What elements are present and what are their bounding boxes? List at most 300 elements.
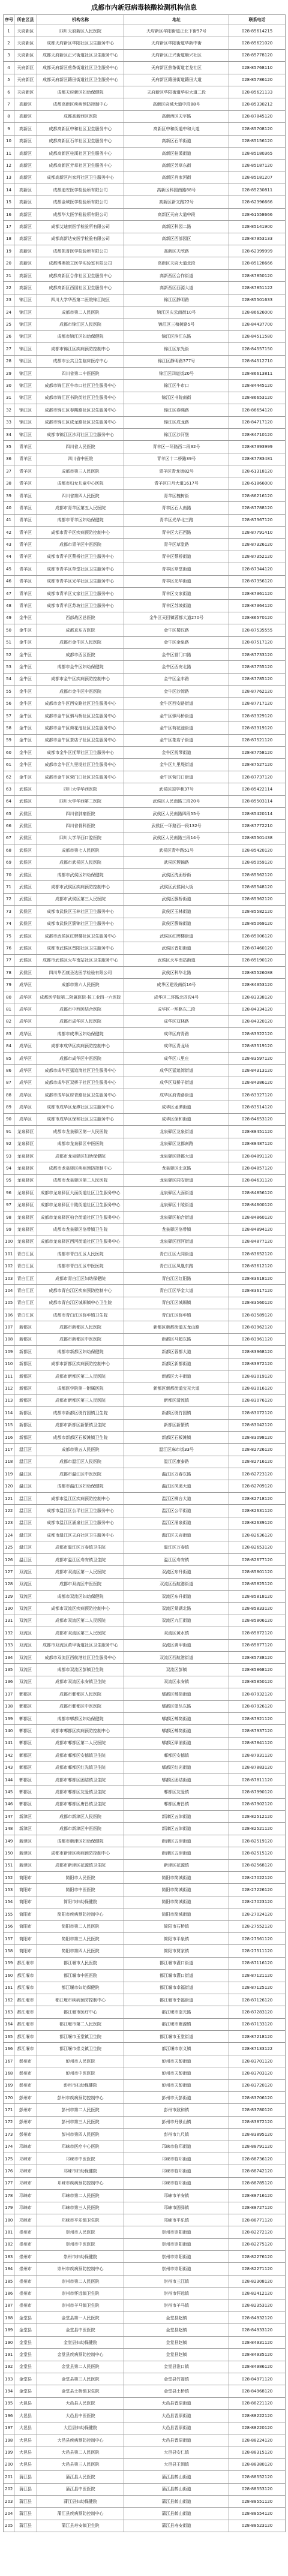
table-row — [4, 2177, 286, 2189]
phone-cell: 028-62396666 — [229, 196, 286, 208]
index-cell: 18 — [4, 233, 14, 245]
address-cell: 双流区东升街道 — [124, 1591, 229, 1603]
address-cell: 新都区马超东路 — [124, 1333, 229, 1345]
district-cell: 金牛区 — [14, 771, 37, 783]
district-cell: 彭州市 — [14, 2067, 37, 2079]
table-row — [4, 184, 286, 196]
index-cell: 117 — [4, 1444, 14, 1456]
address-cell: 大邑县晋原街道 — [124, 2422, 229, 2434]
table-row — [4, 1871, 286, 1883]
district-cell: 锦江区 — [14, 416, 37, 428]
address-cell: 青羊区槐树街 — [124, 489, 229, 501]
phone-cell: 028-87932120 — [229, 1688, 286, 1700]
index-cell: 132 — [4, 1627, 14, 1639]
address-cell: 蒲江县鹤山街道 — [124, 2471, 229, 2483]
table-row — [4, 1664, 286, 1676]
district-cell: 都江堰市 — [14, 2043, 37, 2055]
district-cell: 邛崃市 — [14, 2165, 37, 2177]
phone-cell: 028-88222120 — [229, 2410, 286, 2422]
district-cell: 都江堰市 — [14, 1957, 37, 1969]
table-row — [4, 759, 286, 771]
table-row — [4, 2458, 286, 2470]
page-title: 成都市内新冠病毒核酸检测机构信息 — [91, 4, 197, 11]
district-cell: 温江区 — [14, 1529, 37, 1541]
index-cell: 46 — [4, 575, 14, 587]
district-cell: 蒲江县 — [14, 2471, 37, 2483]
table-row — [4, 1272, 286, 1284]
table-row — [4, 1040, 286, 1052]
index-cell: 15 — [4, 196, 14, 208]
address-cell: 新都区新都街道宝光大道 — [124, 1382, 229, 1394]
institution-name-cell: 崇州市疾病预防控制中心 — [37, 2263, 124, 2275]
phone-cell: 028-83338120 — [229, 991, 286, 1003]
address-cell: 郫都区红光街道 — [124, 1762, 229, 1774]
address-cell: 双流区西航港街道 — [124, 1651, 229, 1663]
institution-name-cell: 成都市武侯区玉林社区卫生服务中心 — [37, 906, 124, 918]
address-cell: 高新区桂溪街道 — [124, 147, 229, 159]
phone-cell: 028-84877120 — [229, 1236, 286, 1248]
district-cell: 崇州市 — [14, 2238, 37, 2250]
district-cell: 彭州市 — [14, 2116, 37, 2128]
table-row — [4, 1651, 286, 1663]
address-cell: 邛崃市羊安镇 — [124, 2190, 229, 2202]
institution-name-cell: 成都市成华区双桥子社区卫生服务中心 — [37, 1077, 124, 1089]
institution-name-cell: 崇州市羊马镇卫生院 — [37, 2300, 124, 2312]
institution-name-cell: 邛崃市疾病预防控制中心 — [37, 2177, 124, 2189]
institution-name-cell: 成都市武侯区疾病预防控制中心 — [37, 881, 124, 893]
phone-cell: 028-82716120 — [229, 1456, 286, 1468]
index-cell: 127 — [4, 1566, 14, 1578]
table-row — [4, 2336, 286, 2348]
index-cell: 21 — [4, 269, 14, 281]
table-row — [4, 160, 286, 172]
address-cell: 温江区寿安镇 — [124, 1553, 229, 1565]
institution-name-cell: 成都市成华区猛追湾社区卫生服务中心 — [37, 1065, 124, 1077]
institution-name-cell: 成都高新区芳草社区卫生服务中心 — [37, 160, 124, 172]
address-cell: 青羊区苏坡街道 — [124, 600, 229, 612]
address-cell: 高新区西部园区 — [124, 233, 229, 245]
phone-cell: 028-82568120 — [229, 1859, 286, 1871]
institution-name-cell: 成都市武侯区红牌楼社区卫生服务中心 — [37, 930, 124, 942]
index-cell: 16 — [4, 208, 14, 220]
phone-cell: 028-83617120 — [229, 1285, 286, 1297]
table-body — [4, 25, 286, 2532]
district-cell: 新津区 — [14, 1847, 37, 1859]
district-cell: 青羊区 — [14, 539, 37, 551]
phone-cell: 028-82636120 — [229, 1529, 286, 1541]
table-row — [4, 527, 286, 539]
table-row — [4, 1847, 286, 1859]
phone-cell: 028-83519120 — [229, 1040, 286, 1052]
address-cell: 新都区石板滩镇 — [124, 1431, 229, 1443]
institution-name-cell: 成都市第六人民医院 — [37, 979, 124, 991]
institution-name-cell: 邛崃市妇幼保健院 — [37, 2165, 124, 2177]
district-cell: 锦江区 — [14, 318, 37, 330]
index-cell: 68 — [4, 844, 14, 856]
phone-cell: 028-27561120 — [229, 1932, 286, 1944]
index-cell: 3 — [4, 49, 14, 61]
table-row — [4, 86, 286, 98]
address-cell: 成华区府青路街道 — [124, 1089, 229, 1101]
district-cell: 双流区 — [14, 1603, 37, 1615]
table-row — [4, 2422, 286, 2434]
index-cell: 33 — [4, 416, 14, 428]
table-row — [4, 1945, 286, 1957]
institution-name-cell: 蒲江县疾病预防控制中心 — [37, 2508, 124, 2520]
phone-cell: 028-83327120 — [229, 1089, 286, 1101]
table-row — [4, 1382, 286, 1394]
table-row — [4, 2165, 286, 2177]
phone-cell: 028-87344120 — [229, 563, 286, 575]
district-cell: 龙泉驿区 — [14, 1236, 37, 1248]
institution-name-cell: 成都市龙泉驿区大面街道社区卫生服务中心 — [37, 1187, 124, 1199]
index-cell: 71 — [4, 881, 14, 893]
table-row — [4, 783, 286, 795]
institution-name-cell: 成都市温江区万春镇卫生院 — [37, 1541, 124, 1553]
district-cell: 成华区 — [14, 1089, 37, 1101]
address-cell: 彭州市丹景山镇 — [124, 2116, 229, 2128]
table-row — [4, 991, 286, 1003]
institution-name-cell: 成都市武侯区火车南站社区卫生服务中心 — [37, 954, 124, 966]
index-cell: 199 — [4, 2446, 14, 2458]
table-row — [4, 1456, 286, 1468]
institution-name-cell: 成都市金牛区西安路社区卫生服务中心 — [37, 698, 124, 710]
district-cell: 成华区 — [14, 1003, 37, 1015]
phone-cell: 028-88785120 — [229, 2177, 286, 2189]
phone-cell: 028-85420120 — [229, 844, 286, 856]
institution-name-cell: 成都市新津区妇幼保健院 — [37, 1835, 124, 1847]
phone-cell: 028-82271120 — [229, 2263, 286, 2275]
address-cell: 成华区双桥子街道 — [124, 1077, 229, 1089]
district-cell: 大邑县 — [14, 2458, 37, 2470]
institution-name-cell: 四川天府新区人民医院 — [37, 25, 124, 37]
institution-name-cell: 成都高新区疾病预防控制中心 — [37, 98, 124, 110]
index-cell: 79 — [4, 979, 14, 991]
address-cell: 金牛区西安路街道 — [124, 698, 229, 710]
address-cell: 金牛区金丰路 — [124, 673, 229, 685]
address-cell: 蒲江县寿安街道 — [124, 2520, 229, 2532]
institution-name-cell: 成都天府新区正兴街道社区卫生服务中心 — [37, 49, 124, 61]
institution-name-cell: 成都市锦江区牛市口社区卫生服务中心 — [37, 380, 124, 392]
institution-name-cell: 成都市双流区永安镇卫生院 — [37, 1676, 124, 1688]
district-cell: 都江堰市 — [14, 1982, 37, 1994]
institution-name-cell: 成都市第七人民医院 — [37, 844, 124, 856]
address-cell: 龙泉驿区龙都南路 — [124, 1138, 229, 1150]
address-cell: 龙泉驿区柏合街道 — [124, 1211, 229, 1223]
phone-cell: 028-83042120 — [229, 1419, 286, 1431]
phone-cell: 028-85501438 — [229, 832, 286, 844]
institution-name-cell: 成都市新都区第二人民医院 — [37, 1370, 124, 1382]
table-row — [4, 1260, 286, 1272]
index-cell: 198 — [4, 2434, 14, 2446]
table-row — [4, 1211, 286, 1223]
index-cell: 11 — [4, 147, 14, 159]
phone-cell: 028-85230811 — [229, 184, 286, 196]
address-cell: 金堂县土桥镇 — [124, 2385, 229, 2397]
table-row — [4, 2214, 286, 2226]
district-cell: 简阳市 — [14, 1871, 37, 1883]
header-district: 所在区县 — [14, 15, 37, 25]
institution-name-cell: 成都市温江区人民医院 — [37, 1456, 124, 1468]
district-cell: 金牛区 — [14, 612, 37, 624]
table-row — [4, 1358, 286, 1370]
table-row — [4, 1750, 286, 1762]
phone-cell: 028-82677120 — [229, 1553, 286, 1565]
phone-cell: 028-85069120 — [229, 918, 286, 930]
phone-cell: 028-88487120 — [229, 1138, 286, 1150]
district-cell: 金堂县 — [14, 2324, 37, 2336]
phone-cell: 028-88553120 — [229, 2483, 286, 2495]
index-cell: 104 — [4, 1285, 14, 1297]
institution-name-cell: 成都博奥独立医学实验室有限公司 — [37, 257, 124, 269]
institution-name-cell: 邛崃市平乐镇卫生院 — [37, 2214, 124, 2226]
phone-cell: 028-88221120 — [229, 2397, 286, 2409]
address-cell: 新津区五津街道 — [124, 1835, 229, 1847]
district-cell: 彭州市 — [14, 2092, 37, 2104]
district-cell: 新都区 — [14, 1321, 37, 1333]
phone-cell: 028-83720120 — [229, 2079, 286, 2091]
institution-name-cell: 成都市新津区中医医院 — [37, 1823, 124, 1835]
phone-cell: 028-85548120 — [229, 881, 286, 893]
institution-name-cell: 简阳市第二人民医院 — [37, 1920, 124, 1932]
district-cell: 蒲江县 — [14, 2495, 37, 2507]
index-cell: 135 — [4, 1664, 14, 1676]
phone-cell: 028-87352120 — [229, 551, 286, 563]
address-cell: 青羊区一环路西二段32号 — [124, 441, 229, 453]
district-cell: 青白江区 — [14, 1248, 37, 1260]
address-cell: 双流区棠湖北路 — [124, 1603, 229, 1615]
district-cell: 郫都区 — [14, 1737, 37, 1749]
address-cell: 武侯区红牌楼街道 — [124, 930, 229, 942]
address-cell: 天府新区华阳街道华新中街 — [124, 37, 229, 49]
index-cell: 151 — [4, 1859, 14, 1871]
index-cell: 153 — [4, 1884, 14, 1896]
district-cell: 简阳市 — [14, 1908, 37, 1920]
table-row — [4, 881, 286, 893]
institution-name-cell: 简阳市第四人民医院 — [37, 1945, 124, 1957]
address-cell: 青羊区光华北三路 — [124, 514, 229, 526]
institution-name-cell: 成都市温江区寿安镇卫生院 — [37, 1553, 124, 1565]
institution-name-cell: 成都市新都区妇幼保健院 — [37, 1346, 124, 1358]
phone-cell: 028-61558666 — [229, 208, 286, 220]
address-cell: 金牛区抚琴街道 — [124, 747, 229, 759]
table-row — [4, 820, 286, 832]
address-cell: 青羊区石人南路 — [124, 502, 229, 514]
index-cell: 10 — [4, 135, 14, 147]
phone-cell: 028-87733120 — [229, 648, 286, 660]
district-cell: 都江堰市 — [14, 2031, 37, 2043]
district-cell: 郫都区 — [14, 1712, 37, 1724]
address-cell: 金牛区沙湾路 — [124, 686, 229, 698]
institution-name-cell: 成都市锦江区疾病预防控制中心 — [37, 343, 124, 355]
district-cell: 简阳市 — [14, 1945, 37, 1957]
table-row — [4, 1174, 286, 1186]
address-cell: 龙泉驿区大面街道 — [124, 1187, 229, 1199]
table-row — [4, 1762, 286, 1774]
phone-cell: 028-87772210 — [229, 820, 286, 832]
table-row — [4, 1835, 286, 1847]
table-row — [4, 453, 286, 465]
address-cell: 邛崃市临邛街道 — [124, 2165, 229, 2177]
institution-name-cell: 四川华西康圣达医学检验有限公司 — [37, 967, 124, 979]
phone-cell: 028-87133120 — [229, 2018, 286, 2030]
address-cell: 武侯区人民南路三段20号 — [124, 795, 229, 807]
address-cell: 金牛区驷马桥街道 — [124, 710, 229, 722]
phone-cell: 028-27226120 — [229, 1884, 286, 1896]
institution-name-cell: 成都市新都区疾病预防控制中心 — [37, 1358, 124, 1370]
phone-cell: 028-84437700 — [229, 318, 286, 330]
table-row — [4, 795, 286, 807]
institution-name-cell: 成都医学院第二附属医院·核工业四一六医院 — [37, 991, 124, 1003]
address-cell: 锦江区三槐树路5号 — [124, 318, 229, 330]
index-cell: 182 — [4, 2238, 14, 2250]
table-row — [4, 98, 286, 110]
district-cell: 彭州市 — [14, 2055, 37, 2067]
institution-name-cell: 成都市金牛区营门口社区卫生服务中心 — [37, 771, 124, 783]
phone-cell: 028-87717120 — [229, 698, 286, 710]
district-cell: 郫都区 — [14, 1786, 37, 1798]
institution-name-cell: 成都市武侯区晋阳社区卫生服务中心 — [37, 942, 124, 954]
district-cell: 双流区 — [14, 1566, 37, 1578]
index-cell: 59 — [4, 734, 14, 746]
institution-name-cell: 成都市郫都区唐昌镇卫生院 — [37, 1798, 124, 1810]
table-row — [4, 1982, 286, 1994]
table-row — [4, 392, 286, 404]
district-cell: 温江区 — [14, 1492, 37, 1504]
address-cell: 高新区天府大道北段 — [124, 257, 229, 269]
phone-cell: 028-84334120 — [229, 1003, 286, 1015]
table-row — [4, 2410, 286, 2422]
district-cell: 成华区 — [14, 1028, 37, 1040]
institution-name-cell: 成都市金牛区抚琴社区卫生服务中心 — [37, 747, 124, 759]
index-cell: 84 — [4, 1040, 14, 1052]
phone-cell: 028-83597120 — [229, 1052, 286, 1064]
table-row — [4, 2251, 286, 2263]
address-cell: 青羊区光华街道 — [124, 575, 229, 587]
district-cell: 大邑县 — [14, 2446, 37, 2458]
index-cell: 49 — [4, 612, 14, 624]
address-cell: 蒲江县鹤山街道 — [124, 2495, 229, 2507]
district-cell: 高新区 — [14, 172, 37, 184]
address-cell: 双流区黄水镇 — [124, 1627, 229, 1639]
table-row — [4, 1394, 286, 1406]
address-cell: 武侯区人民南路三段14号 — [124, 832, 229, 844]
index-cell: 91 — [4, 1126, 14, 1138]
institution-name-cell: 成都市温江区疾病预防控制中心 — [37, 1492, 124, 1504]
table-row — [4, 771, 286, 783]
phone-cell: 028-87460120 — [229, 942, 286, 954]
phone-cell: 028-84935120 — [229, 2349, 286, 2361]
institution-name-cell: 成都医学院第一附属医院 — [37, 1382, 124, 1394]
phone-cell: 028-85128666 — [229, 257, 286, 269]
table-row — [4, 686, 286, 698]
table-row — [4, 1101, 286, 1113]
index-cell: 120 — [4, 1480, 14, 1492]
table-row — [4, 856, 286, 868]
index-cell: 143 — [4, 1762, 14, 1774]
phone-cell: 028-82631120 — [229, 1505, 286, 1517]
district-cell: 邛崃市 — [14, 2214, 37, 2226]
address-cell: 新都区蓉都大道 — [124, 1346, 229, 1358]
institution-name-cell: 成都市金牛区茶店子社区卫生服务中心 — [37, 734, 124, 746]
phone-cell: 028-84313120 — [229, 1065, 286, 1077]
address-cell: 高新区科园南路88号 — [124, 184, 229, 196]
index-cell: 204 — [4, 2508, 14, 2520]
institution-name-cell: 成都市金牛区人民医院 — [37, 636, 124, 648]
index-cell: 70 — [4, 868, 14, 880]
address-cell: 彭州市天彭街道 — [124, 2092, 229, 2104]
district-cell: 新都区 — [14, 1346, 37, 1358]
district-cell: 双流区 — [14, 1578, 37, 1590]
institution-name-cell: 崇州市妇幼保健院 — [37, 2251, 124, 2263]
index-cell: 12 — [4, 160, 14, 172]
institution-name-cell: 金堂县妇幼保健院 — [37, 2336, 124, 2348]
phone-cell: 028-87535555 — [229, 624, 286, 636]
address-cell: 锦江区滨江东路 — [124, 330, 229, 342]
phone-cell: 028-82275120 — [229, 2238, 286, 2250]
index-cell: 183 — [4, 2251, 14, 2263]
institution-name-cell: 简阳市人民医院 — [37, 1871, 124, 1883]
table-row — [4, 1150, 286, 1162]
index-cell: 44 — [4, 551, 14, 563]
institution-name-cell: 成都市双流区中医医院 — [37, 1578, 124, 1590]
phone-cell: 028-83961120 — [229, 1333, 286, 1345]
phone-cell: 028-85825120 — [229, 1578, 286, 1590]
address-cell: 新都区清流镇 — [124, 1394, 229, 1406]
district-cell: 成华区 — [14, 1101, 37, 1113]
phone-cell: 028-85420114 — [229, 808, 286, 820]
district-cell: 锦江区 — [14, 392, 37, 404]
phone-cell: 028-82718120 — [229, 1492, 286, 1504]
institution-name-cell: 成都市金牛区中医医院 — [37, 686, 124, 698]
address-cell: 新都区新都街道五龙山路 — [124, 1321, 229, 1333]
institution-name-cell: 大邑县中医医院 — [37, 2410, 124, 2422]
district-cell: 武侯区 — [14, 954, 37, 966]
institution-name-cell: 成都市龙泉驿区疾病预防控制中心 — [37, 1162, 124, 1174]
address-cell: 都江堰市灌口街道 — [124, 1957, 229, 1969]
phone-cell: 028-83962120 — [229, 1321, 286, 1333]
table-row — [4, 1811, 286, 1823]
address-cell: 天府新区华阳街道华府大道二段 — [124, 86, 229, 98]
institution-name-cell: 成都艾迪康医学检验所有限公司 — [37, 221, 124, 233]
institution-name-cell: 彭州市人民医院 — [37, 2055, 124, 2067]
phone-cell: 028-83322120 — [229, 1028, 286, 1040]
district-cell: 武侯区 — [14, 808, 37, 820]
index-cell: 110 — [4, 1358, 14, 1370]
index-cell: 162 — [4, 1994, 14, 2006]
table-row — [4, 1248, 286, 1260]
table-row — [4, 330, 286, 342]
district-cell: 金牛区 — [14, 648, 37, 660]
institution-name-cell: 成都市双流区彭镇卫生院 — [37, 1664, 124, 1676]
institution-name-cell: 彭州市疾病预防控制中心 — [37, 2092, 124, 2104]
table-row — [4, 502, 286, 514]
table-row — [4, 1236, 286, 1248]
institution-name-cell: 成都市公共卫生临床医疗中心 — [37, 355, 124, 367]
index-cell: 53 — [4, 661, 14, 673]
institution-name-cell: 成都市成华区府青路社区卫生服务中心 — [37, 1089, 124, 1101]
phone-cell: 028-88220120 — [229, 2422, 286, 2434]
address-cell: 成华区建设南街16号 — [124, 979, 229, 991]
index-cell: 57 — [4, 710, 14, 722]
institution-name-cell: 成都市双流区西航港社区卫生服务中心 — [37, 1651, 124, 1663]
phone-cell: 028-87783481 — [229, 453, 286, 465]
institution-name-cell: 大邑县妇幼保健院 — [37, 2422, 124, 2434]
table-row — [4, 1505, 286, 1517]
index-cell: 63 — [4, 783, 14, 795]
phone-cell: 028-88523120 — [229, 2520, 286, 2532]
district-cell: 青羊区 — [14, 563, 37, 575]
